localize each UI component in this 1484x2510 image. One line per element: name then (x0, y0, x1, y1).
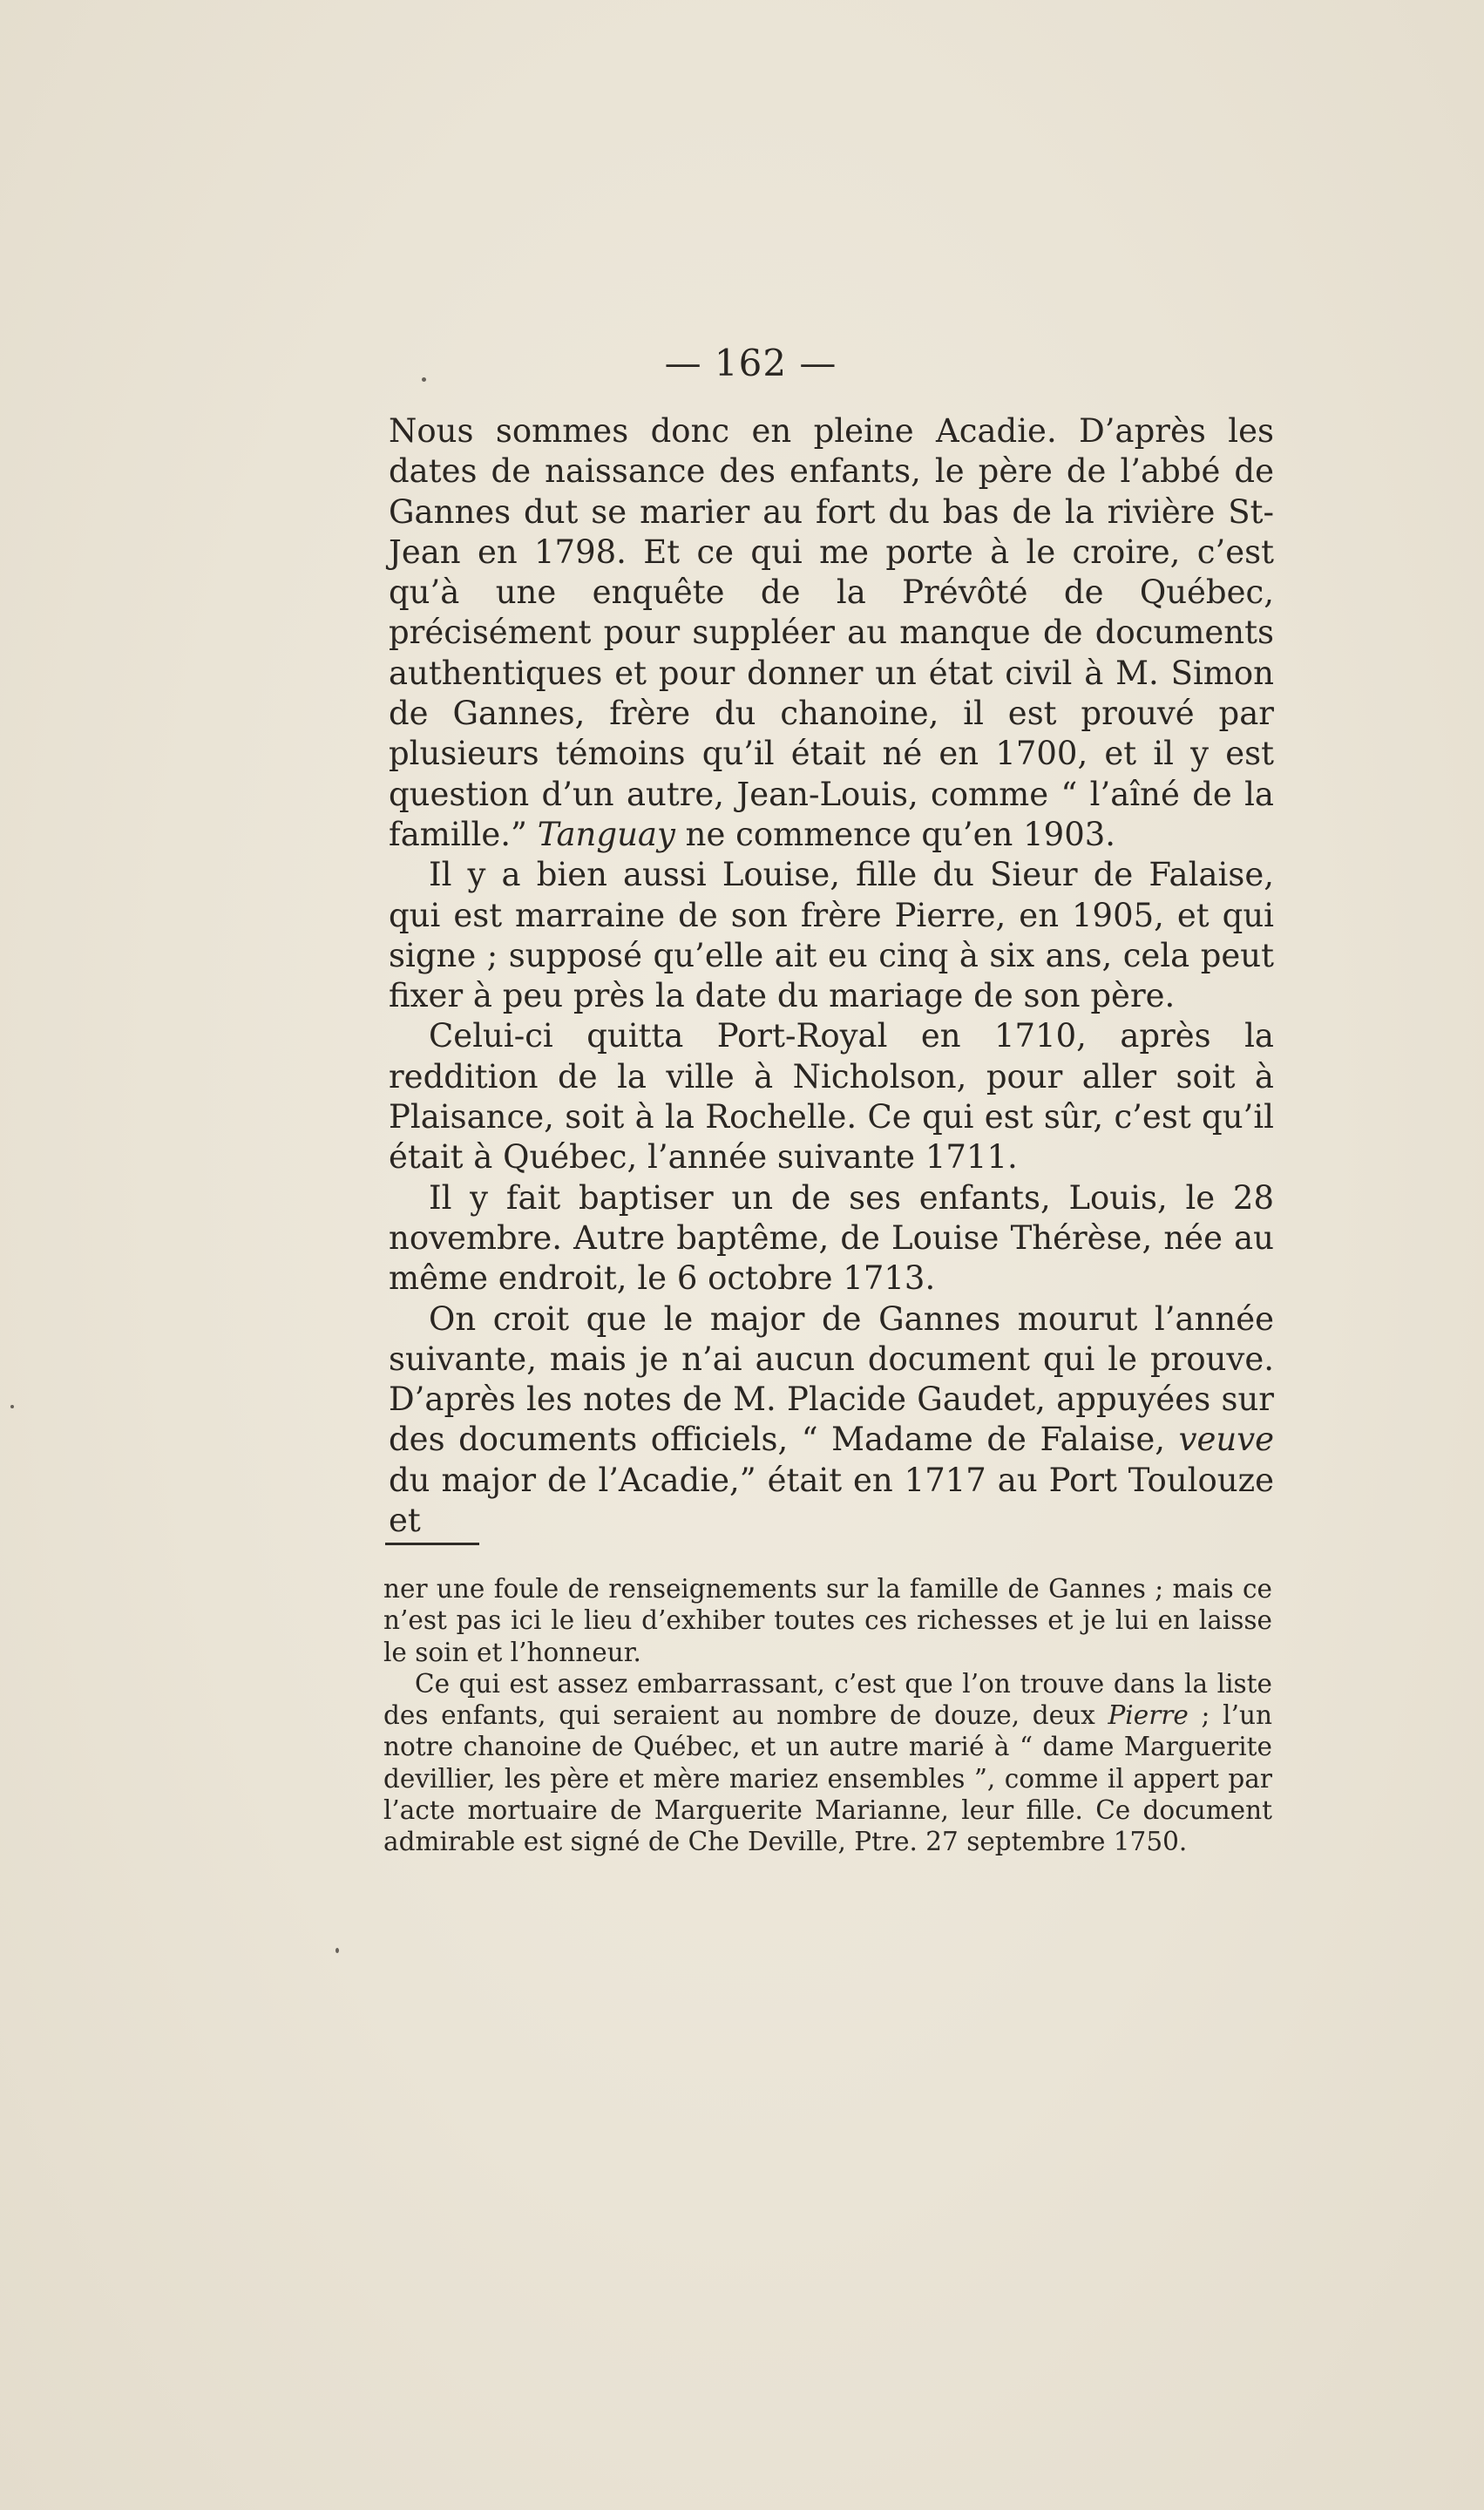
paragraph-2: Il y a bien aussi Louise, fille du Sieur de Falaise, qui est marraine de son frère Pierre, en 1905, et qui signe ; supposé qu’elle ait eu cinq à six ans, cela peut fixer à peu près la date du mariage de son père. (389, 856, 1274, 1015)
page-number (0, 342, 1484, 384)
footnote-paragraph: Ce qui est assez embarrassant, c’est que l’on trouve dans la liste des enfants, qui seraient au nombre de douze, deux Pierre ; l’un notre chanoine de Québec, et un autre marié à “ dame Marguerite devillier, les père et mère mariez ensembles ”, comme il appert par l’acte mortuaire de Marguerite Marianne, leur fille. Ce document admirable est signé de Che Deville, Ptre. 27 septembre 1750. (383, 1668, 1272, 1857)
paragraph-3: Celui-ci quitta Port-Royal en 1710, après la reddition de la ville à Nicholson, pour aller soit à Plaisance, soit à la Rochelle. Ce qui est sûr, c’est qu’il était à Québec, l’année suivante 1711. (389, 1017, 1274, 1177)
footnote-divider (385, 1543, 479, 1545)
paragraph-5: On croit que le major de Gannes mourut l’année suivante, mais je n’ai aucun document qui le prouve. D’après les notes de M. Placide Gaudet, appuyées sur des documents officiels, “ Madame de Falaise, veuve du major de l’Acadie,” était en 1717 au Port Toulouze et (389, 1299, 1274, 1540)
paragraph-4: Il y fait baptiser un de ses enfants, Louis, le 28 novembre. Autre baptême, de Louise Thérèse, née au même endroit, le 6 octobre 1713. (389, 1178, 1274, 1298)
footnotes (383, 1573, 1272, 1858)
ink-speck (335, 1948, 339, 1953)
main-text (389, 411, 1274, 1541)
paragraph-1: Nous sommes donc en pleine Acadie. D’après les dates de naissance des enfants, le père de l’abbé de Gannes dut se marier au fort du bas de la rivière St-Jean en 1798. Et ce qui me porte à le croire, c’est qu’à une enquête de la Prévôté de Québec, précisément pour suppléer au manque de documents authentiques et pour donner un état civil à M. Simon de Gannes, frère du chanoine, il est prouvé par plusieurs témoins qu’il était né en 1700, et il y est question d’un autre, Jean-Louis, comme “ l’aîné de la famille.” Tanguay ne commence qu’en 1903. (389, 412, 1274, 853)
italic-veuve: veuve (1178, 1421, 1274, 1459)
ink-speck (10, 1405, 14, 1408)
footnote-continuation: ner une foule de renseignements sur la famille de Gannes ; mais ce n’est pas ici le lieu d’exhiber toutes ces richesses et je lui en laisse le soin et l’honneur. (383, 1574, 1272, 1667)
italic-tanguay: Tanguay (537, 815, 675, 853)
page-number-text: — 162 — (664, 342, 837, 384)
italic-pierre: Pierre (1108, 1700, 1189, 1731)
